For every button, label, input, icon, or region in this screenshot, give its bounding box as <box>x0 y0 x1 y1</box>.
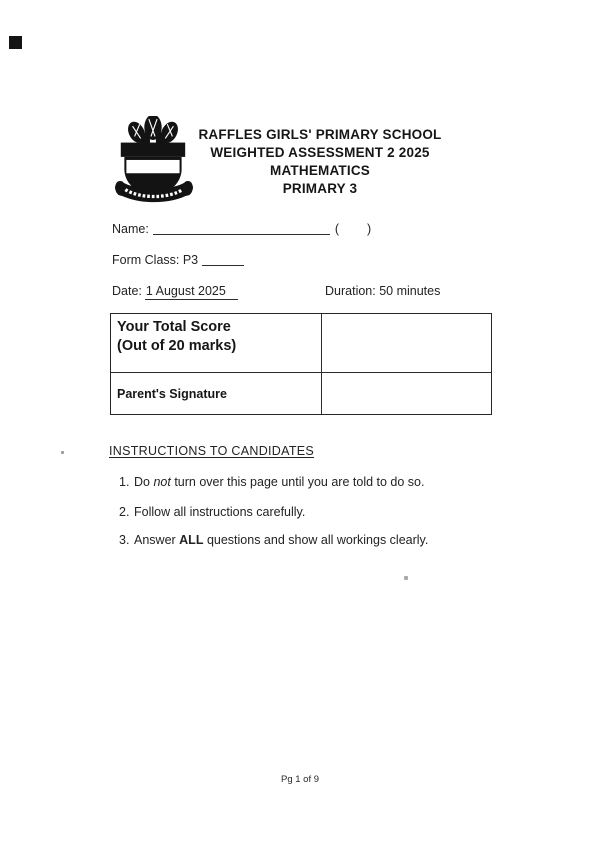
form-class-row <box>112 253 244 267</box>
name-blank-line <box>153 222 330 235</box>
total-score-value-cell <box>322 314 491 372</box>
instruction-text-italic: not <box>153 475 171 489</box>
exam-header <box>150 126 490 198</box>
date-label: Date: <box>112 284 142 298</box>
name-label: Name: <box>112 222 149 236</box>
instruction-item-3 <box>119 533 428 547</box>
instruction-text: turn over this page until you are told to do so. <box>170 475 425 489</box>
scan-artifact-black-square <box>9 36 22 49</box>
instruction-number: 3. <box>119 533 130 547</box>
school-name: RAFFLES GIRLS' PRIMARY SCHOOL <box>198 127 442 142</box>
instruction-text: Answer <box>134 533 180 547</box>
instruction-text: Do <box>134 475 154 489</box>
instruction-text-bold: ALL <box>179 533 204 547</box>
assessment-title: WEIGHTED ASSESSMENT 2 2025 <box>210 145 430 160</box>
instruction-text: Follow all instructions carefully. <box>134 505 306 519</box>
date-value: 1 August 2025 <box>145 284 238 300</box>
parent-signature-value-cell <box>322 372 491 414</box>
score-table <box>110 313 492 415</box>
duration-text: Duration: 50 minutes <box>325 284 441 298</box>
page-number-footer: Pg 1 of 9 <box>280 774 320 785</box>
instructions-heading: INSTRUCTIONS TO CANDIDATES <box>109 444 315 458</box>
index-paren-open: ( <box>334 222 339 236</box>
instruction-number: 2. <box>119 505 130 519</box>
scan-artifact-speck <box>61 451 64 454</box>
date-row <box>112 284 238 300</box>
instruction-text: questions and show all workings clearly. <box>203 533 429 547</box>
scan-artifact-speck <box>404 576 408 580</box>
total-score-label-line1: Your Total Score <box>117 319 231 335</box>
level-title: PRIMARY 3 <box>282 181 358 196</box>
index-paren-close: ) <box>367 222 372 236</box>
subject-title: MATHEMATICS <box>270 163 370 178</box>
form-class-blank-line <box>202 253 244 266</box>
parent-signature-label-cell: Parent's Signature <box>111 372 322 414</box>
instruction-item-2 <box>119 505 305 519</box>
name-row <box>112 222 371 236</box>
instruction-item-1 <box>119 475 424 489</box>
instruction-number: 1. <box>119 475 130 489</box>
total-score-label-line2: (Out of 20 marks) <box>117 338 237 354</box>
form-class-label: Form Class: P3 <box>112 253 199 267</box>
total-score-label-cell <box>111 314 322 372</box>
